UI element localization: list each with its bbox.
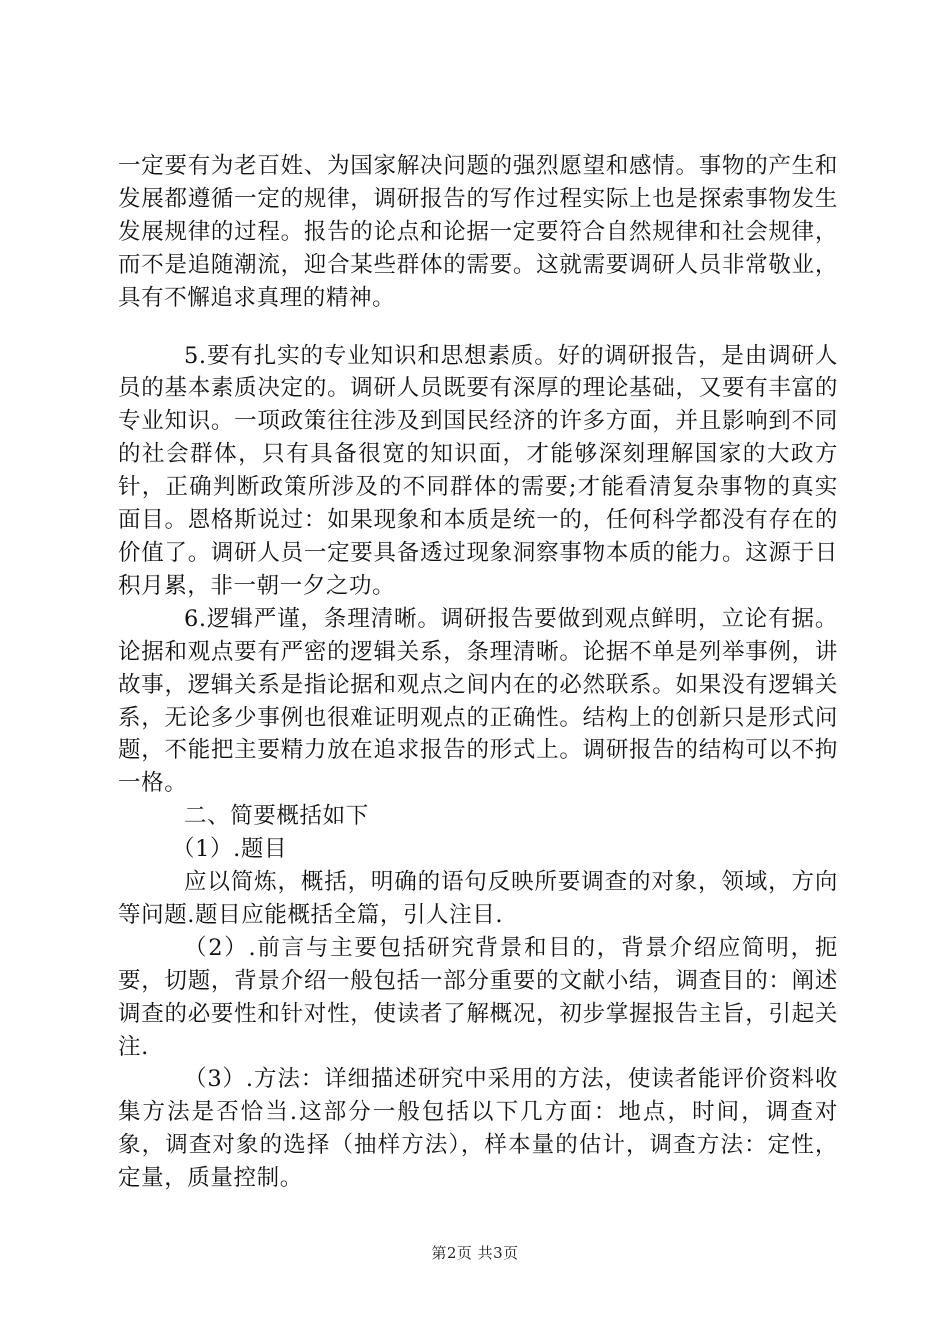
page-number-footer: 第2页 共3页 [431,1244,519,1262]
section-heading-summary: 二、简要概括如下 [184,803,369,830]
paragraph-title-description: 应以简炼，概括，明确的语句反映所要调查的对象，领域，方向等问题.题目应能概括全篇，引人注目. [118,869,838,928]
paragraph-continuation: 一定要有为老百姓、为国家解决问题的强烈愿望和感情。事物的产生和发展都遵循一定的规律，调研报告的写作过程实际上也是探索事物发生发展规律的过程。报告的论点和论据一定要符合自然规律和社会规律，而不是追随潮流，迎合某些群体的需要。这就需要调研人员非常敬业，具有不懈追求真理的精神。 [118,153,838,311]
subheading-title: （1）.题目 [172,836,288,863]
paragraph-preface: （2）.前言与主要包括研究背景和目的，背景介绍应简明，扼要，切题，背景介绍一般包括一部分重要的文献小结，调查目的：阐述调查的必要性和针对性，使读者了解概况，初步掌握报告主旨，引起关注. [118,934,838,1060]
paragraph-point-5: 5.要有扎实的专业知识和思想素质。好的调研报告，是由调研人员的基本素质决定的。调研人员既要有深厚的理论基础，又要有丰富的专业知识。一项政策往往涉及到国民经济的许多方面，并且影响到不同的社会群体，只有具备很宽的知识面，才能够深刻理解国家的大政方针，正确判断政策所涉及的不同群体的需要;才能看清复杂事物的真实面目。恩格斯说过：如果现象和本质是统一的，任何科学都没有存在的价值了。调研人员一定要具备透过现象洞察事物本质的能力。这源于日积月累，非一朝一夕之功。 [118,342,838,599]
document-body [118,150,838,1195]
paragraph-point-6: 6.逻辑严谨，条理清晰。调研报告要做到观点鲜明，立论有据。论据和观点要有严密的逻辑关系，条理清晰。论据不单是列举事例，讲故事，逻辑关系是指论据和观点之间内在的必然联系。如果没有逻辑关系，无论多少事例也很难证明观点的正确性。结构上的创新只是形式问题，不能把主要精力放在追求报告的形式上。调研报告的结构可以不拘一格。 [118,605,838,797]
paragraph-methods: （3）.方法：详细描述研究中采用的方法，使读者能评价资料收集方法是否恰当.这部分一般包括以下几方面：地点，时间，调查对象，调查对象的选择（抽样方法），样本量的估计，调查方法：定性，定量，质量控制。 [118,1066,838,1192]
